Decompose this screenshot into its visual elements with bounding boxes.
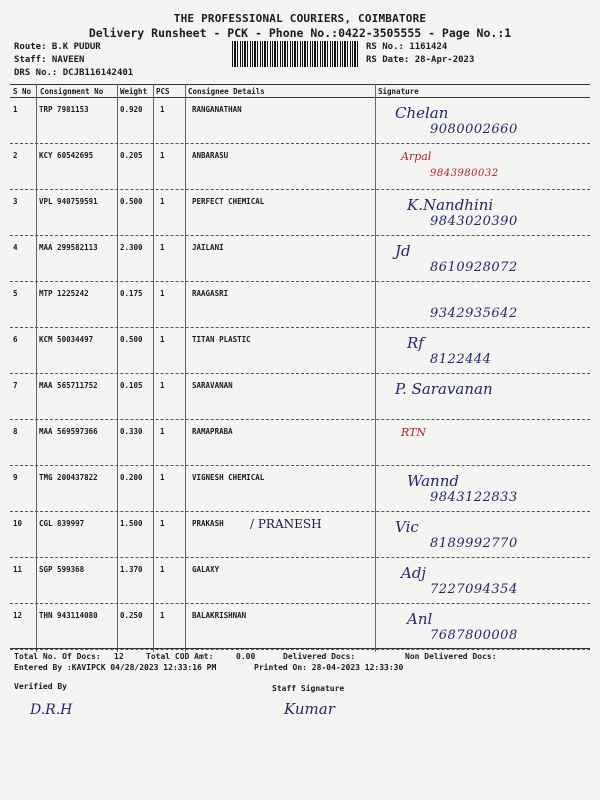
row-separator <box>10 557 590 558</box>
row-pcs: 1 <box>160 381 165 390</box>
row-signature: Jd <box>395 242 411 260</box>
col-header-pcs: PCS <box>156 87 170 96</box>
row-consignee: PERFECT CHEMICAL <box>192 197 265 206</box>
col-divider <box>185 84 186 652</box>
col-header-consignee: Consignee Details <box>188 87 265 96</box>
row-consignment-no: THN 943114080 <box>39 611 98 620</box>
row-weight: 1.370 <box>120 565 143 574</box>
row-consignment-no: VPL 940759591 <box>39 197 98 206</box>
row-sno: 10 <box>13 519 23 528</box>
row-weight: 2.300 <box>120 243 143 252</box>
verified-by-label: Verified By <box>14 682 67 691</box>
row-pcs: 1 <box>160 611 165 620</box>
row-pcs: 1 <box>160 473 165 482</box>
row-consignee: ANBARASU <box>192 151 229 160</box>
row-consignee: RAAGASRI <box>192 289 229 298</box>
row-pcs: 1 <box>160 289 165 298</box>
row-consignee: RANGANATHAN <box>192 105 242 114</box>
row-sno: 7 <box>13 381 18 390</box>
col-divider <box>36 84 37 652</box>
row-separator <box>10 189 590 190</box>
row-consignment-no: KCY 60542695 <box>39 151 94 160</box>
row-consignee: BALAKRISHNAN <box>192 611 247 620</box>
total-docs-label: Total No. Of Docs: <box>14 652 101 661</box>
row-signature: Anl <box>407 610 433 628</box>
staff-label: Staff: NAVEEN <box>14 55 85 65</box>
entered-by: Entered By :KAVIPCK 04/28/2023 12:33:16 PM <box>14 663 217 672</box>
row-pcs: 1 <box>160 519 165 528</box>
non-delivered-docs-label: Non Delivered Docs: <box>405 652 497 661</box>
row-separator <box>10 143 590 144</box>
row-separator <box>10 419 590 420</box>
drs-number: DRS No.: DCJB116142401 <box>14 68 134 78</box>
row-separator <box>10 465 590 466</box>
row-weight: 0.500 <box>120 197 143 206</box>
row-signature: Chelan <box>395 104 449 122</box>
row-consignment-no: TMG 200437822 <box>39 473 98 482</box>
route-label: Route: B.K PUDUR <box>14 42 101 52</box>
row-weight: 0.205 <box>120 151 143 160</box>
cod-label: Total COD Amt: <box>146 652 214 661</box>
row-sno: 3 <box>13 197 18 206</box>
row-pcs: 1 <box>160 335 165 344</box>
row-weight: 0.175 <box>120 289 143 298</box>
row-pcs: 1 <box>160 105 165 114</box>
row-signature: K.Nandhini <box>407 196 494 214</box>
row-signature-phone: 9843980032 <box>430 168 499 179</box>
row-consignment-no: MAA 299582113 <box>39 243 98 252</box>
row-consignment-no: MAA 569597366 <box>39 427 98 436</box>
row-sno: 5 <box>13 289 18 298</box>
row-sno: 2 <box>13 151 18 160</box>
row-signature: Adj <box>401 564 427 582</box>
row-weight: 0.250 <box>120 611 143 620</box>
col-divider <box>375 84 376 652</box>
col-divider <box>153 84 154 652</box>
row-pcs: 1 <box>160 427 165 436</box>
row-pcs: 1 <box>160 243 165 252</box>
row-weight: 0.920 <box>120 105 143 114</box>
row-separator <box>10 649 590 650</box>
col-header-signature: Signature <box>378 87 419 96</box>
col-header-sno: S No <box>13 87 32 96</box>
row-signature-phone: 8189992770 <box>430 536 518 551</box>
row-signature-phone: 7687800008 <box>430 628 518 643</box>
company-title: THE PROFESSIONAL COURIERS, COIMBATORE <box>173 12 427 25</box>
row-pcs: 1 <box>160 197 165 206</box>
col-divider <box>117 84 118 652</box>
row-signature-phone: 8610928072 <box>430 260 518 275</box>
row-weight: 0.500 <box>120 335 143 344</box>
row-pcs: 1 <box>160 151 165 160</box>
row-consignment-no: KCM 50034497 <box>39 335 94 344</box>
row-sno: 6 <box>13 335 18 344</box>
row-sno: 1 <box>13 105 18 114</box>
row-consignee: SARAVANAN <box>192 381 233 390</box>
row-signature: Rf <box>407 334 424 352</box>
row-consignee: TITAN PLASTIC <box>192 335 251 344</box>
row-separator <box>10 281 590 282</box>
row-signature-phone: 9080002660 <box>430 122 518 137</box>
row-pcs: 1 <box>160 565 165 574</box>
row-separator <box>10 327 590 328</box>
row-signature: RTN <box>401 426 427 439</box>
total-docs-value: 12 <box>114 652 124 661</box>
row-consignee: VIGNESH CHEMICAL <box>192 473 265 482</box>
col-header-consignment: Consignment No <box>40 87 104 96</box>
table-header-rule <box>10 97 590 98</box>
delivered-docs-label: Delivered Docs: <box>283 652 356 661</box>
row-signature: Wannd <box>407 472 459 490</box>
footer-rule <box>10 648 590 649</box>
table-top-rule <box>10 84 590 85</box>
row-sno: 4 <box>13 243 18 252</box>
row-consignee: JAILANI <box>192 243 224 252</box>
verified-signature: D.R.H <box>30 702 73 718</box>
barcode <box>232 41 358 67</box>
row-weight: 0.200 <box>120 473 143 482</box>
row-separator <box>10 235 590 236</box>
row-consignment-no: TRP 7981153 <box>39 105 89 114</box>
row-consignment-no: SGP 599368 <box>39 565 85 574</box>
row-signature: Vic <box>395 518 419 536</box>
row-consignee: RAMAPRABA <box>192 427 233 436</box>
col-header-weight: Weight <box>120 87 148 96</box>
cod-value: 0.00 <box>236 652 256 661</box>
row-separator <box>10 373 590 374</box>
staff-signature: Kumar <box>284 700 335 718</box>
row-sno: 12 <box>13 611 23 620</box>
row-consignee-note: / PRANESH <box>250 517 322 531</box>
row-sno: 8 <box>13 427 18 436</box>
row-signature: P. Saravanan <box>395 380 493 398</box>
row-signature: Arpal <box>401 150 432 163</box>
rs-date: RS Date: 28-Apr-2023 <box>366 55 475 65</box>
row-signature-phone: 9342935642 <box>430 306 518 321</box>
row-signature-phone: 8122444 <box>430 352 492 367</box>
row-consignment-no: MTP 1225242 <box>39 289 89 298</box>
row-consignment-no: MAA 565711752 <box>39 381 98 390</box>
row-signature-phone: 7227094354 <box>430 582 518 597</box>
row-consignee: GALAXY <box>192 565 220 574</box>
runsheet-subtitle: Delivery Runsheet - PCK - Phone No.:0422-3505555 - Page No.:1 <box>88 26 512 40</box>
row-separator <box>10 511 590 512</box>
row-consignee: PRAKASH <box>192 519 224 528</box>
row-sno: 9 <box>13 473 18 482</box>
row-signature-phone: 9843020390 <box>430 214 518 229</box>
rs-number: RS No.: 1161424 <box>366 42 448 52</box>
row-signature-phone: 9843122833 <box>430 490 518 505</box>
printed-on: Printed On: 28-04-2023 12:33:30 <box>254 663 404 672</box>
staff-signature-label: Staff Signature <box>272 684 345 693</box>
row-weight: 1.500 <box>120 519 143 528</box>
row-separator <box>10 603 590 604</box>
row-consignment-no: CGL 839997 <box>39 519 85 528</box>
row-sno: 11 <box>13 565 23 574</box>
row-weight: 0.105 <box>120 381 143 390</box>
row-weight: 0.330 <box>120 427 143 436</box>
